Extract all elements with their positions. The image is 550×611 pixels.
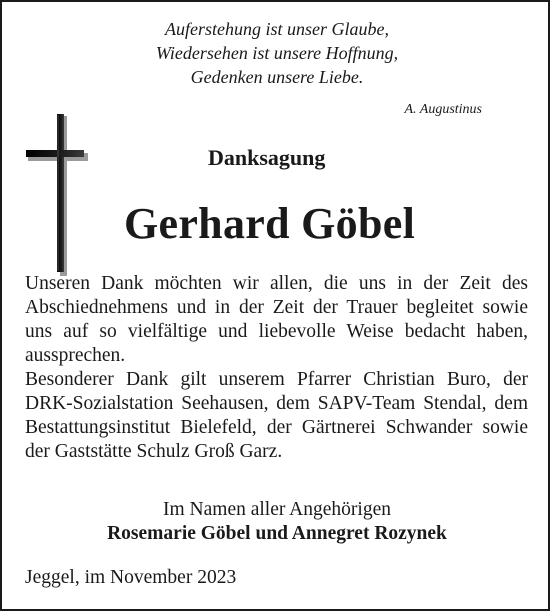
notice-heading: Danksagung (208, 145, 326, 170)
thanks-paragraph: Unseren Dank möchten wir allen, die uns in der Zeit des Abschiednehmens und in der Zeit der Trauer begleitet sowie uns auf so vielfältige und liebevolle Weise bedacht haben, aussprechen. (25, 273, 528, 366)
signers: Rosemarie Göbel und Annegret Rozynek (107, 523, 447, 544)
quote-author: A. Augustinus (404, 102, 482, 117)
signoff (2, 498, 550, 546)
signoff-intro: Im Namen aller Angehörigen (163, 499, 391, 520)
quote-line: Gedenken unsere Liebe. (190, 67, 364, 87)
thanks-text (25, 272, 528, 464)
place-date: Jeggel, im November 2023 (25, 567, 237, 588)
quote-line: Wiedersehen ist unsere Hoffnung, (155, 43, 399, 63)
memorial-quote (2, 17, 550, 89)
cross-icon (26, 114, 88, 276)
deceased-name: Gerhard Göbel (124, 199, 416, 248)
quote-line: Auferstehung ist unser Glaube, (165, 19, 389, 39)
thanks-paragraph: Besonderer Dank gilt unserem Pfarrer Christian Buro, der DRK-Sozialstation Seehausen, dem SAPV-Team Stendal, dem Bestattungsinstitut Bielefeld, der Gärtnerei Schwander sowie der Gaststätte Schulz Groß Garz. (25, 369, 528, 462)
